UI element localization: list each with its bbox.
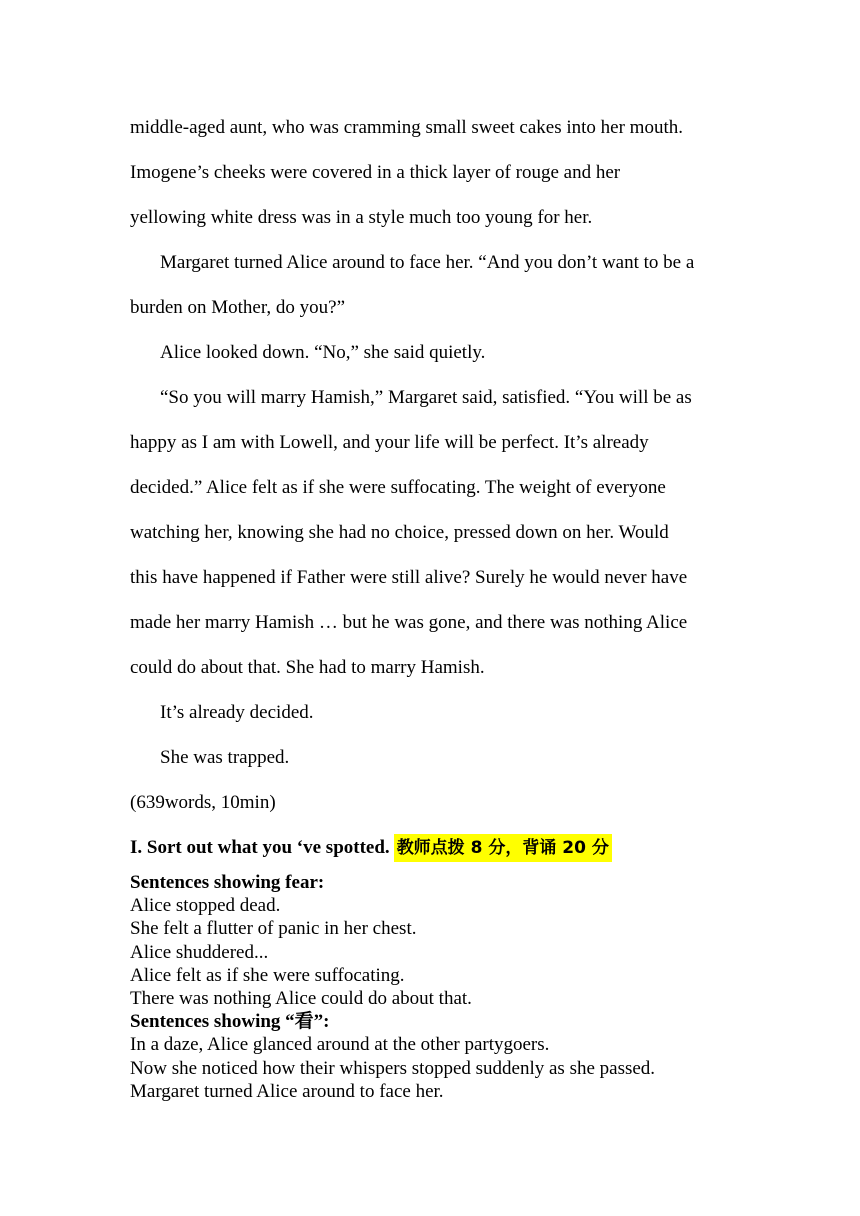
word-count: (639words, 10min): [130, 792, 276, 813]
passage-line: this have happened if Father were still alive? Surely he would never have: [130, 567, 688, 588]
passage-line: “So you will marry Hamish,” Margaret said, satisfied. “You will be as: [160, 387, 692, 408]
list-item: There was nothing Alice could do about that.: [130, 988, 472, 1010]
list-item: In a daze, Alice glanced around at the other partygoers.: [130, 1034, 550, 1056]
section-title: I. Sort out what you ‘ve spotted.: [130, 837, 390, 858]
passage-line: Margaret turned Alice around to face her. “And you don’t want to be a: [160, 252, 695, 273]
passage-line: Imogene’s cheeks were covered in a thick layer of rouge and her: [130, 162, 621, 183]
passage-line: yellowing white dress was in a style much too young for her.: [130, 207, 593, 228]
sentence-lists: [130, 871, 770, 1103]
list-item: Alice felt as if she were suffocating.: [130, 964, 405, 986]
passage-line: She was trapped.: [160, 747, 290, 768]
fear-heading: Sentences showing fear:: [130, 872, 325, 893]
passage-line: It’s already decided.: [160, 702, 314, 723]
passage-line: watching her, knowing she had no choice, pressed down on her. Would: [130, 522, 669, 543]
look-heading: Sentences showing “看”:: [130, 1011, 330, 1033]
list-item: She felt a flutter of panic in her chest.: [130, 918, 417, 940]
passage-line: decided.” Alice felt as if she were suffocating. The weight of everyone: [130, 477, 666, 498]
list-item: Margaret turned Alice around to face her.: [130, 1080, 444, 1102]
list-item: Alice shuddered...: [130, 941, 269, 963]
list-item: Now she noticed how their whispers stopped suddenly as she passed.: [130, 1057, 656, 1079]
passage-line: happy as I am with Lowell, and your life will be perfect. It’s already: [130, 432, 649, 453]
passage-line: could do about that. She had to marry Hamish.: [130, 657, 485, 678]
score-highlight: 教师点拨 8 分，背诵 20 分: [394, 834, 612, 862]
story-passage: [130, 105, 770, 825]
list-item: Alice stopped dead.: [130, 895, 281, 917]
passage-line: Alice looked down. “No,” she said quietly.: [160, 342, 486, 363]
section-heading: [130, 826, 612, 870]
passage-line: middle-aged aunt, who was cramming small sweet cakes into her mouth.: [130, 117, 683, 138]
passage-line: made her marry Hamish … but he was gone, and there was nothing Alice: [130, 612, 688, 633]
passage-line: burden on Mother, do you?”: [130, 297, 346, 318]
